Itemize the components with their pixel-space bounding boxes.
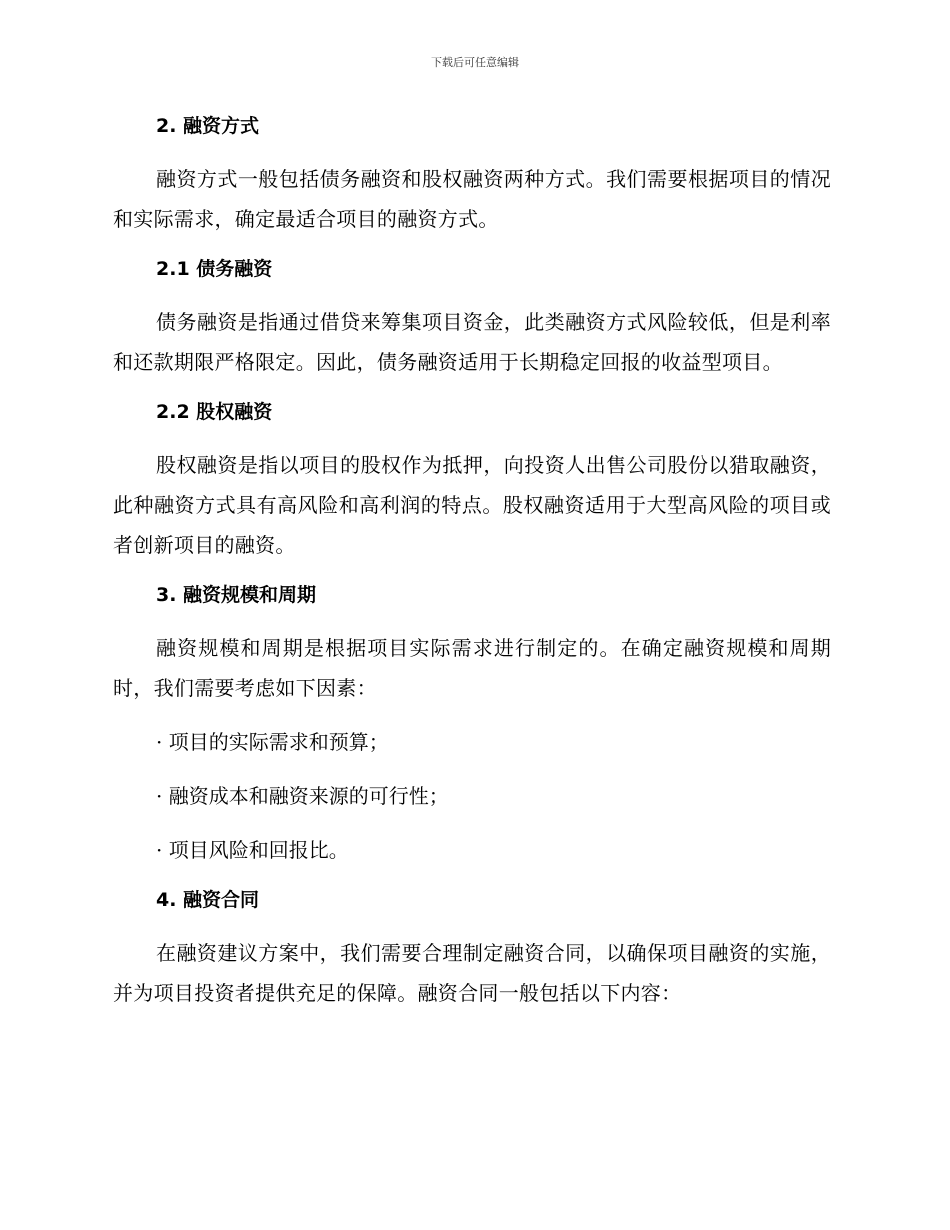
paragraph-financing-methods: 融资方式一般包括债务融资和股权融资两种方式。我们需要根据项目的情况和实际需求，确定最适合项目的融资方式。 <box>113 167 831 231</box>
paragraph-equity-financing: 股权融资是指以项目的股权作为抵押，向投资人出售公司股份以猎取融资，此种融资方式具有高风险和高利润的特点。股权融资适用于大型高风险的项目或者创新项目的融资。 <box>113 453 831 557</box>
heading-financing-methods: 2. 融资方式 <box>156 115 260 137</box>
paragraph-financing-contract: 在融资建议方案中，我们需要合理制定融资合同，以确保项目融资的实施，并为项目投资者提供充足的保障。融资合同一般包括以下内容： <box>113 941 831 1005</box>
paragraph-scale-and-period: 融资规模和周期是根据项目实际需求进行制定的。在确定融资规模和周期时，我们需要考虑如下因素： <box>113 636 831 700</box>
heading-scale-and-period: 3. 融资规模和周期 <box>156 584 317 606</box>
heading-debt-financing: 2.1 债务融资 <box>156 258 273 280</box>
list-item: · 项目风险和回报比。 <box>156 838 349 862</box>
document-body <box>113 110 831 1013</box>
heading-financing-contract: 4. 融资合同 <box>156 889 260 911</box>
list-item: · 融资成本和融资来源的可行性； <box>156 784 449 808</box>
list-item: · 项目的实际需求和预算； <box>156 730 389 754</box>
paragraph-debt-financing: 债务融资是指通过借贷来筹集项目资金，此类融资方式风险较低，但是利率和还款期限严格限定。因此，债务融资适用于长期稳定回报的收益型项目。 <box>113 310 831 374</box>
page-header: 下载后可任意编辑 <box>431 56 519 69</box>
heading-equity-financing: 2.2 股权融资 <box>156 401 273 423</box>
